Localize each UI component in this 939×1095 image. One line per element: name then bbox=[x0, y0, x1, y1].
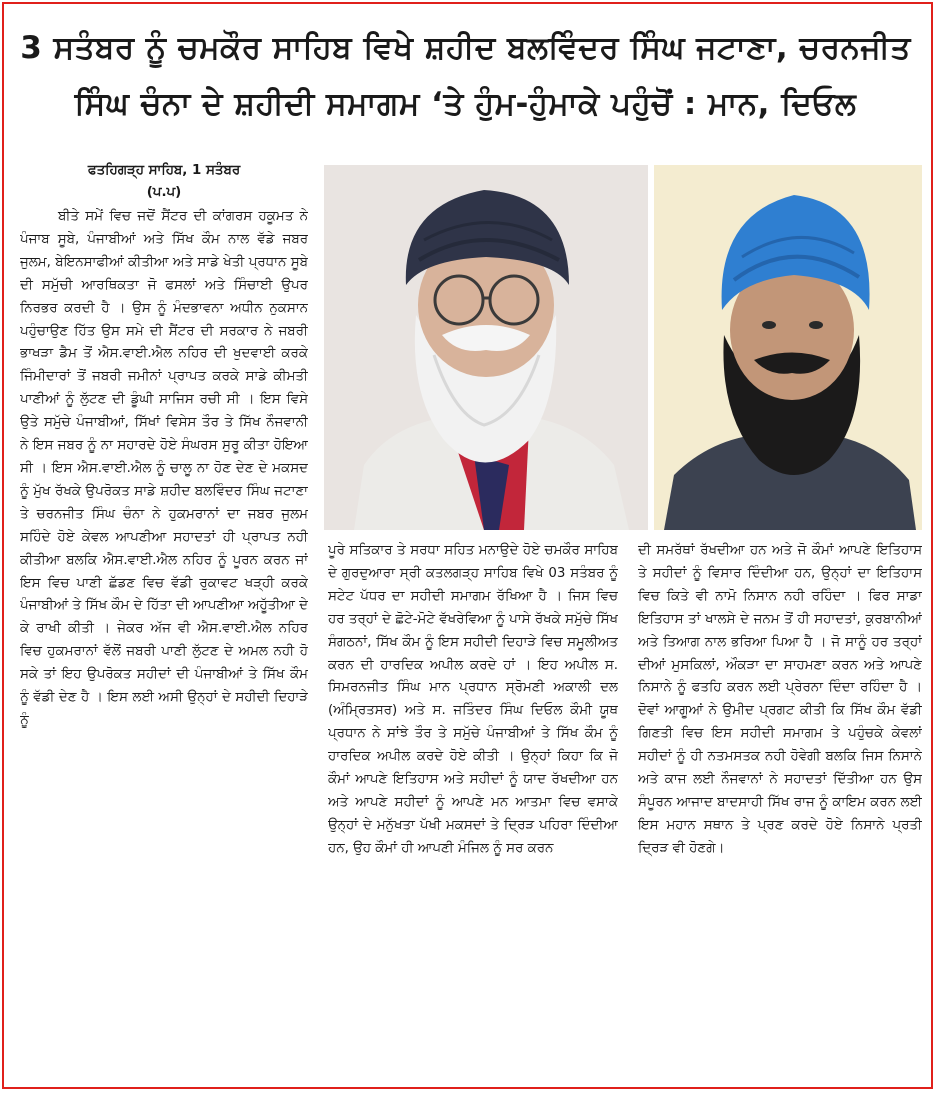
column-3-text: ਦੀ ਸਮਰੱਥਾਂ ਰੱਖਦੀਆ ਹਨ ਅਤੇ ਜੋ ਕੌਮਾਂ ਆਪਣੇ ਇਤਿਹਾਸ ਤੇ ਸਹੀਦਾਂ ਨੂੰ ਵਿਸਾਰ ਦਿੰਦੀਆ ਹਨ, ਉਨ੍ਹਾਂ ਦਾ ਇਤਿਹਾਸ ਵਿਚ ਕਿਤੇ ਵੀ ਨਾਮੋ ਨਿਸਾਨ ਨਹੀ ਰਹਿੰਦਾ । ਫਿਰ ਸਾਡਾ ਇਤਿਹਾਸ ਤਾਂ ਖਾਲਸੇ ਦੇ ਜਨਮ ਤੋਂ ਹੀ ਸਹਾਦਤਾਂ, ਕੁਰਬਾਨੀਆਂ ਅਤੇ ਤਿਆਗ ਨਾਲ ਭਰਿਆ ਪਿਆ ਹੈ । ਜੋ ਸਾਨੂੰ ਹਰ ਤਰ੍ਹਾਂ ਦੀਆਂ ਮੁਸਕਿਲਾਂ, ਔਕੜਾ ਦਾ ਸਾਹਮਣਾ ਕਰਨ ਅਤੇ ਆਪਣੇ ਨਿਸਾਨੇ ਨੂੰ ਫਤਹਿ ਕਰਨ ਲਈ ਪ੍ਰੇਰਨਾ ਦਿੰਦਾ ਰਹਿੰਦਾ ਹੈ । ਦੋਵਾਂ ਆਗੂਆਂ ਨੇ ਉਮੀਦ ਪ੍ਰਗਟ ਕੀਤੀ ਕਿ ਸਿੱਖ ਕੌਮ ਵੱਡੀ ਗਿਣਤੀ ਵਿਚ ਇਸ ਸਹੀਦੀ ਸਮਾਗਮ ਤੇ ਪਹੁੰਚਕੇ ਕੇਵਲਾਂ ਸਹੀਦਾਂ ਨੂੰ ਹੀ ਨਤਮਸਤਕ ਨਹੀ ਹੋਵੇਗੀ ਬਲਕਿ ਜਿਸ ਨਿਸਾਨੇ ਅਤੇ ਕਾਜ ਲਈ ਨੌਜਵਾਨਾਂ ਨੇ ਸਹਾਦਤਾਂ ਦਿੱਤੀਆ ਹਨ ਉਸ ਸੰਪੂਰਨ ਆਜਾਦ ਬਾਦਸਾਹੀ ਸਿੱਖ ਰਾਜ ਨੂੰ ਕਾਇਮ ਕਰਨ ਲਈ ਇਸ ਮਹਾਨ ਸਥਾਨ ਤੇ ਪ੍ਰਣ ਕਰਦੇ ਹੋਏ ਨਿਸਾਨੇ ਪ੍ਰਤੀ ਦ੍ਰਿੜ ਵੀ ਹੋਣਗੇ। bbox=[638, 543, 922, 856]
article-column-1 bbox=[20, 206, 308, 1081]
article-column-3 bbox=[638, 540, 922, 1081]
photo-jatinder-singh-deol bbox=[654, 165, 922, 530]
portrait-elderly-man-icon bbox=[324, 165, 648, 530]
column-2-text: ਪੂਰੇ ਸਤਿਕਾਰ ਤੇ ਸਰਧਾ ਸਹਿਤ ਮਨਾਉਦੇ ਹੋਏ ਚਮਕੌਰ ਸਾਹਿਬ ਦੇ ਗੁਰਦੁਆਰਾ ਸ੍ਰੀ ਕਤਲਗੜ੍ਹ ਸਾਹਿਬ ਵਿਖੇ 03 ਸਤੰਬਰ ਨੂੰ ਸਟੇਟ ਪੱਧਰ ਦਾ ਸਹੀਦੀ ਸਮਾਗਮ ਰੱਖਿਆ ਹੈ । ਜਿਸ ਵਿਚ ਹਰ ਤਰ੍ਹਾਂ ਦੇ ਛੋਟੇ-ਮੋਟੇ ਵੱਖਰੇਵਿਆ ਨੂੰ ਪਾਸੇ ਰੱਖਕੇ ਸਮੁੱਚੇ ਸਿੱਖ ਸੰਗਠਨਾਂ, ਸਿੱਖ ਕੌਮ ਨੂੰ ਇਸ ਸਹੀਦੀ ਦਿਹਾੜੇ ਵਿਚ ਸਮੂਲੀਅਤ ਕਰਨ ਦੀ ਹਾਰਦਿਕ ਅਪੀਲ ਕਰਦੇ ਹਾਂ । ਇਹ ਅਪੀਲ ਸ. ਸਿਮਰਨਜੀਤ ਸਿੰਘ ਮਾਨ ਪ੍ਰਧਾਨ ਸ੍ਰੋਮਣੀ ਅਕਾਲੀ ਦਲ (ਅੰਮ੍ਰਿਤਸਰ) ਅਤੇ ਸ. ਜਤਿੰਦਰ ਸਿੰਘ ਦਿਓਲ ਕੌਮੀ ਯੂਥ ਪ੍ਰਧਾਨ ਨੇ ਸਾਂਝੇ ਤੌਰ ਤੇ ਸਮੁੱਚੇ ਪੰਜਾਬੀਆਂ ਤੇ ਸਿੱਖ ਕੌਮ ਨੂੰ ਹਾਰਦਿਕ ਅਪੀਲ ਕਰਦੇ ਹੋਏ ਕੀਤੀ । ਉਨ੍ਹਾਂ ਕਿਹਾ ਕਿ ਜੋ ਕੌਮਾਂ ਆਪਣੇ ਇਤਿਹਾਸ ਅਤੇ ਸਹੀਦਾਂ ਨੂੰ ਯਾਦ ਰੱਖਦੀਆ ਹਨ ਅਤੇ ਆਪਣੇ ਸਹੀਦਾਂ ਨੂੰ ਆਪਣੇ ਮਨ ਆਤਮਾ ਵਿਚ ਵਸਾਕੇ ਉਨ੍ਹਾਂ ਦੇ ਮਨੁੱਖਤਾ ਪੱਖੀ ਮਕਸਦਾਂ ਤੇ ਦ੍ਰਿੜ ਪਹਿਰਾ ਦਿੰਦੀਆ ਹਨ, ਉਹ ਕੌਮਾਂ ਹੀ ਆਪਣੀ ਮੰਜਿਲ ਨੂੰ ਸਰ ਕਰਨ bbox=[328, 543, 618, 856]
dateline-block bbox=[20, 160, 308, 204]
article-column-2 bbox=[328, 540, 618, 1081]
headline bbox=[6, 20, 925, 132]
photo-simranjit-singh-mann bbox=[324, 165, 648, 530]
headline-line-2: ਸਿੰਘ ਚੰਨਾ ਦੇ ਸ਼ਹੀਦੀ ਸਮਾਗਮ ‘ਤੇ ਹੁੰਮ-ਹੁੰਮਾਕੇ ਪਹੁੰਚੋਂ : ਮਾਨ, ਦਿਓਲ bbox=[74, 86, 857, 122]
headline-line-1: 3 ਸਤੰਬਰ ਨੂੰ ਚਮਕੌਰ ਸਾਹਿਬ ਵਿਖੇ ਸ਼ਹੀਦ ਬਲਵਿੰਦਰ ਸਿੰਘ ਜਟਾਣਾ, ਚਰਨਜੀਤ bbox=[20, 30, 911, 66]
column-1-text: ਬੀਤੇ ਸਮੇਂ ਵਿਚ ਜਦੋਂ ਸੈਂਟਰ ਦੀ ਕਾਂਗਰਸ ਹਕੂਮਤ ਨੇ ਪੰਜਾਬ ਸੂਬੇ, ਪੰਜਾਬੀਆਂ ਅਤੇ ਸਿੱਖ ਕੌਮ ਨਾਲ ਵੱਡੇ ਜਬਰ ਜੁਲਮ, ਬੇਇਨਸਾਫੀਆਂ ਕੀਤੀਆ ਅਤੇ ਸਾਡੇ ਖੇਤੀ ਪ੍ਰਧਾਨ ਸੂਬੇ ਦੀ ਸਮੁੱਚੀ ਆਰਥਿਕਤਾ ਜੋ ਫਸਲਾਂ ਅਤੇ ਸਿੰਚਾਈ ਉਪਰ ਨਿਰਭਰ ਕਰਦੀ ਹੈ । ਉਸ ਨੂੰ ਮੰਦਭਾਵਨਾ ਅਧੀਨ ਨੁਕਸਾਨ ਪਹੁੰਚਾਉਣ ਹਿੱਤ ਉਸ ਸਮੇ ਦੀ ਸੈਂਟਰ ਦੀ ਸਰਕਾਰ ਨੇ ਜਬਰੀ ਭਾਖੜਾ ਡੈਮ ਤੋਂ ਐਸ.ਵਾਈ.ਐਲ ਨਹਿਰ ਦੀ ਖੁਦਵਾਈ ਕਰਕੇ ਜਿੰਮੀਦਾਰਾਂ ਤੋਂ ਜਬਰੀ ਜਮੀਨਾਂ ਪ੍ਰਾਪਤ ਕਰਕੇ ਸਾਡੇ ਕੀਮਤੀ ਪਾਣੀਆਂ ਨੂੰ ਲੁੱਟਣ ਦੀ ਡੂੰਘੀ ਸਾਜਿਸ ਰਚੀ ਸੀ । ਇਸ ਵਿਸੇ ਉਤੇ ਸਮੁੱਚੇ ਪੰਜਾਬੀਆਂ, ਸਿੱਖਾਂ ਵਿਸੇਸ ਤੌਰ ਤੇ ਸਿੱਖ ਨੌਜਵਾਨੀ ਨੇ ਇਸ ਜਬਰ ਨੂੰ ਨਾ ਸਹਾਰਦੇ ਹੋਏ ਸੰਘਰਸ ਸੁਰੂ ਕੀਤਾ ਹੋਇਆ ਸੀ । ਇਸ ਐਸ.ਵਾਈ.ਐਲ ਨੂੰ ਚਾਲੂ ਨਾ ਹੋਣ ਦੇਣ ਦੇ ਮਕਸਦ ਨੂੰ ਮੁੱਖ ਰੱਖਕੇ ਉਪਰੋਕਤ ਸਾਡੇ ਸ਼ਹੀਦ ਬਲਵਿੰਦਰ ਸਿੰਘ ਜਟਾਣਾ ਤੇ ਚਰਨਜੀਤ ਸਿੰਘ ਚੰਨਾ ਨੇ ਹੁਕਮਰਾਨਾਂ ਦਾ ਜਬਰ ਜੁਲਮ ਸਹਿੰਦੇ ਹੋਏ ਕੇਵਲ ਆਪਣੀਆ ਸਹਾਦਤਾਂ ਹੀ ਪ੍ਰਾਪਤ ਨਹੀ ਕੀਤੀਆ ਬਲਕਿ ਐਸ.ਵਾਈ.ਐਲ ਨਹਿਰ ਨੂੰ ਪੂਰਨ ਕਰਨ ਜਾਂ ਇਸ ਵਿਚ ਪਾਣੀ ਛੱਡਣ ਵਿਚ ਵੱਡੀ ਰੁਕਾਵਟ ਖੜ੍ਹੀ ਕਰਕੇ ਪੰਜਾਬੀਆਂ ਤੇ ਸਿੱਖ ਕੌਮ ਦੇ ਹਿੱਤਾ ਦੀ ਆਪਣੀਆ ਅਹੂੱਤੀਆ ਦੇ ਕੇ ਰਾਖੀ ਕੀਤੀ । ਜੇਕਰ ਅੱਜ ਵੀ ਐਸ.ਵਾਈ.ਐਲ ਨਹਿਰ ਵਿਚ ਹੁਕਮਰਾਨਾਂ ਵੱਲੋਂ ਜਬਰੀ ਪਾਣੀ ਲੁੱਟਣ ਦੇ ਅਮਲ ਨਹੀ ਹੋ ਸਕੇ ਤਾਂ ਇਹ ਉਪਰੋਕਤ ਸਹੀਦਾਂ ਦੀ ਪੰਜਾਬੀਆਂ ਤੇ ਸਿੱਖ ਕੌਮ ਨੂੰ ਵੱਡੀ ਦੇਣ ਹੈ । ਇਸ ਲਈ ਅਸੀ ਉਨ੍ਹਾਂ ਦੇ ਸਹੀਦੀ ਦਿਹਾੜੇ ਨੂੰ bbox=[20, 209, 308, 728]
byline: (ਪ.ਪ) bbox=[146, 185, 182, 200]
portrait-man-blue-turban-icon bbox=[654, 165, 922, 530]
dateline: ਫਤਹਿਗੜ੍ਹ ਸਾਹਿਬ, 1 ਸਤੰਬਰ bbox=[87, 163, 241, 178]
